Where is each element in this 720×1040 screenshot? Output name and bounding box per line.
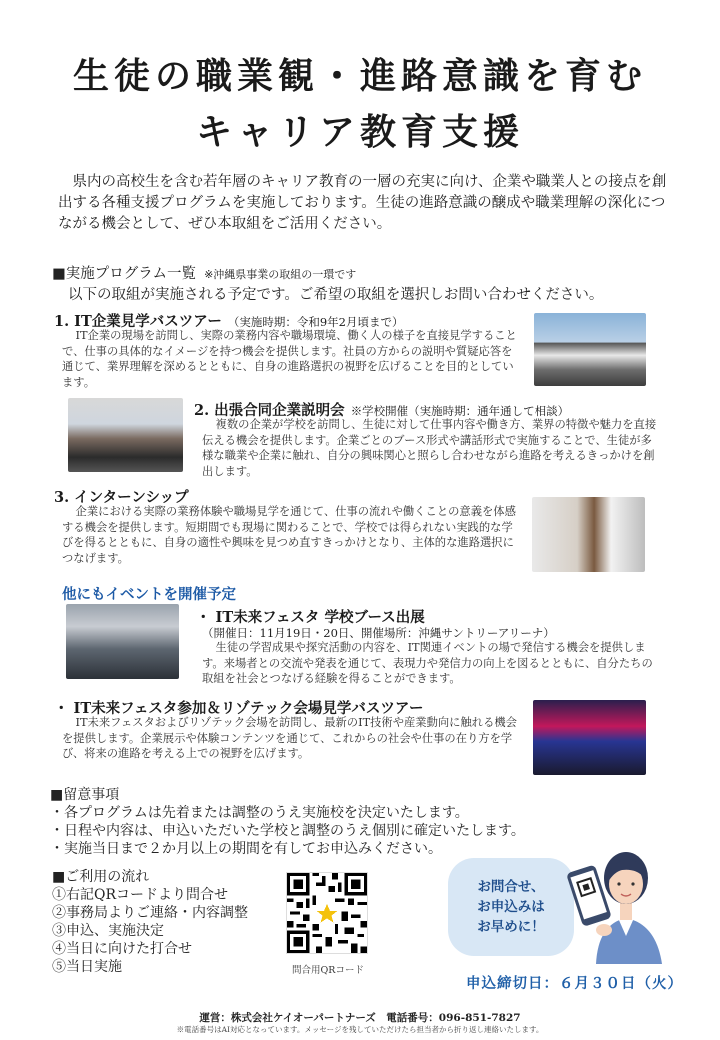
- expo-photo: [533, 700, 646, 775]
- inquiry-qr-code[interactable]: [286, 872, 368, 954]
- event-2-title: ・ IT未来フェスタ参加＆リゾテック会場見学バスツアー: [54, 700, 424, 717]
- usage-flow-section: [52, 868, 248, 976]
- event-1-detail: （開催日：11月19日・20日、開催場所：沖縄サントリーアリーナ）: [202, 626, 555, 640]
- woman-with-phone-illustration: [566, 826, 686, 964]
- page-title-line2: キャリア教育支援: [195, 111, 524, 153]
- bubble-line: お早めに！: [477, 919, 545, 935]
- flow-step: ⑤当日実施: [52, 959, 122, 975]
- flow-heading: ■ご利用の流れ: [52, 869, 150, 885]
- flow-step: ①右記QRコードより問合せ: [52, 887, 229, 903]
- flow-step: ②事務局よりご連絡・内容調整: [52, 905, 248, 921]
- intro-paragraph: 県内の高校生を含む若年層のキャリア教育の一層の充実に向け、企業や職業人との接点を創出する各種支援プログラムを実施しております。生徒の進路意識の醸成や職業理解の深化につながる機会として、ぜひ本取組をご活用ください。: [58, 174, 667, 232]
- program-1-tag: （実施時期：令和9年2月頃まで）: [227, 315, 404, 329]
- program-2-tag: ※学校開催（実施時期：通年通して相談）: [350, 404, 570, 418]
- events-heading: 他にもイベントを開催予定: [62, 586, 236, 603]
- program-2-body: 複数の企業が学校を訪問し、生徒に対して仕事内容や働き方、業界の特徴や魅力を直接伝える機会を提供します。企業ごとのブース形式や講話形式で実施することで、生徒が多様な職業や企業に触れ、自分の興味関心と照らし合わせながら進路を考えるきっかけを創出します。: [202, 418, 657, 478]
- operator-info: 運営：株式会社ケイオーパートナーズ 電話番号：096-851-7827: [199, 1012, 521, 1024]
- programs-heading-note: ※沖縄県事業の取組の一環です: [204, 268, 357, 281]
- program-1-body: IT企業の現場を訪問し、実際の業務内容や職場環境、働く人の様子を直接見学することで、仕事の具体的なイメージを持つ機会を提供します。社員の方からの説明や質疑応答を通じて、業界理解を深めるとともに、自身の進路選択の視野を広げることを目的としています。: [62, 329, 517, 389]
- flow-step: ③申込、実施決定: [52, 923, 164, 939]
- event-2-body: IT未来フェスタおよびリゾテック会場を訪問し、最新のIT技術や産業動向に触れる機会を提供します。企業展示や体験コンテンツを通じて、これからの社会や仕事の在り方を学び、将来の進路を考える上での視野を広げます。: [62, 716, 517, 760]
- programs-subline: 以下の取組が実施される予定です。ご希望の取組を選択しお問い合わせください。: [68, 287, 604, 303]
- notes-section: [50, 786, 525, 858]
- programs-heading: [52, 262, 356, 283]
- application-deadline: 申込締切日：６月３０日（火）: [466, 975, 683, 992]
- event-1-body: 生徒の学習成果や探究活動の内容を、IT関連イベントの場で発信する機会を提供します。来場者との交流や発表を通じて、表現力や発信力の向上を図るとともに、自分たちの取組を社会とつなげる経験を得ることができます。: [202, 641, 653, 685]
- notes-item: ・実施当日まで２か月以上の期間を有してお申込みください。: [50, 841, 442, 857]
- program-3-name: 3. インターンシップ: [54, 489, 189, 506]
- program-3-body: 企業における実際の業務体験や職場見学を通じて、仕事の流れや働くことの意義を体感する機会を提供します。短期間でも現場に関わることで、学校では得られない実践的な学びを得るとともに、自身の適性や興味を見つめ直すきっかけとなり、主体的な進路選択につなげます。: [62, 505, 516, 565]
- qr-caption: 問合用QRコード: [292, 965, 364, 976]
- program-1-name: 1. IT企業見学バスツアー: [54, 313, 222, 330]
- bubble-line: お問合せ、: [477, 879, 545, 895]
- notes-heading: ■留意事項: [50, 787, 120, 803]
- seminar-photo: [68, 398, 183, 472]
- page-title-line1: 生徒の職業観・進路意識を育む: [72, 55, 647, 97]
- notes-item: ・各プログラムは先着または調整のうえ実施校を決定いたします。: [50, 805, 469, 821]
- internship-photo: [532, 497, 645, 572]
- phone-note: ※電話番号はAI対応となっています。メッセージを残していただけたら担当者から折り返し連絡いたします。: [176, 1025, 544, 1034]
- bus-tour-photo: [534, 313, 646, 386]
- bubble-line: お申込みは: [477, 899, 545, 915]
- event-1-title: ・ IT未来フェスタ 学校ブース出展: [196, 609, 425, 626]
- festa-booth-photo: [66, 604, 179, 679]
- programs-heading-label: ■実施プログラム一覧: [52, 266, 197, 282]
- contact-speech-bubble: [448, 858, 574, 956]
- notes-item: ・日程や内容は、申込いただいた学校と調整のうえ個別に確定いたします。: [50, 823, 525, 839]
- program-2-name: 2. 出張合同企業説明会: [194, 402, 345, 419]
- flow-step: ④当日に向けた打合せ: [52, 941, 192, 957]
